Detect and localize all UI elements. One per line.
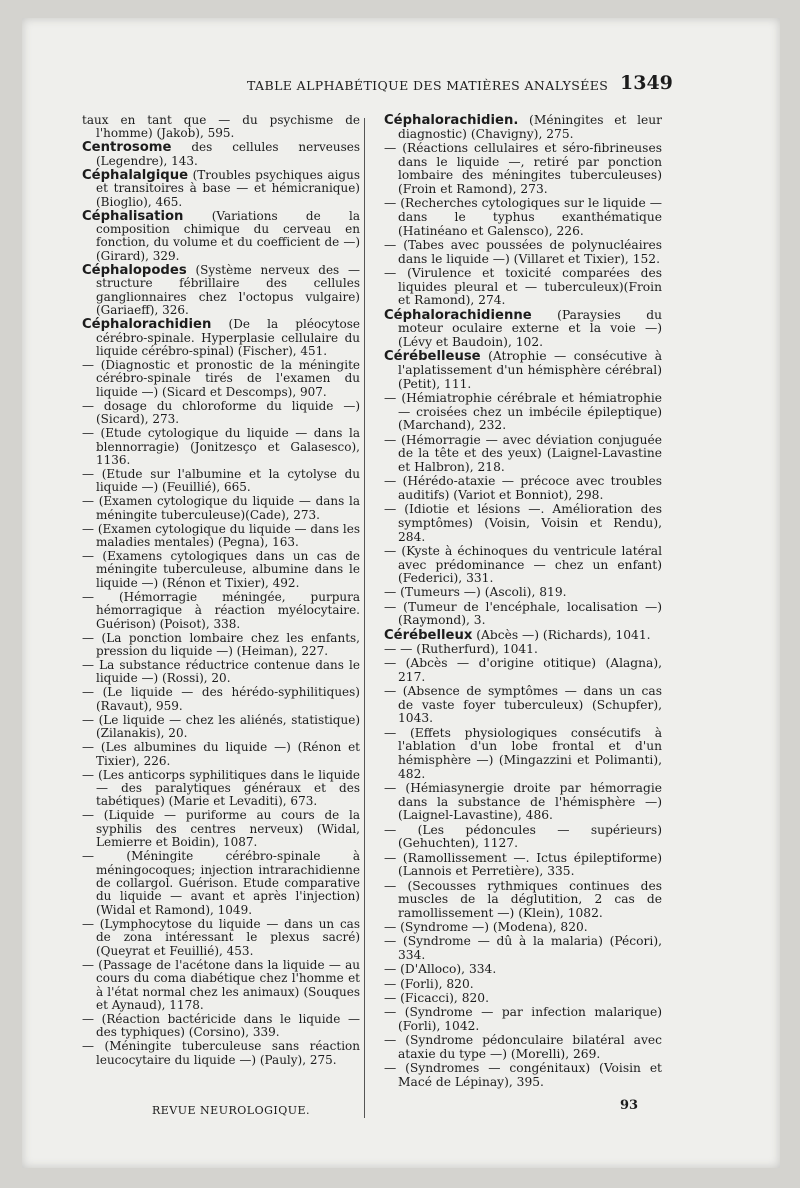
index-entry bbox=[82, 659, 360, 686]
entry-text: des cellules nerveuses (Legendre), 143. bbox=[96, 140, 360, 168]
entry-headword: Cérébelleux bbox=[384, 627, 473, 643]
entry-text: (Paraysies du moteur oculaire externe et la voie —) (Lévy et Baudoin), 102. bbox=[398, 307, 662, 349]
index-entry bbox=[384, 921, 662, 935]
index-entry bbox=[384, 824, 662, 851]
entry-text: — (La ponction lombaire chez les enfants, pression du liquide —) (Heiman), 227. bbox=[82, 630, 360, 659]
entry-text: — (Passage de l'acétone dans la liquide — au cours du coma diabétique chez l'homme et à l'état normal chez les animaux) (Souques et Aynaud), 1178. bbox=[82, 957, 360, 1012]
index-entry bbox=[384, 643, 662, 657]
entry-text: — (Ramollissement —. Ictus épileptiforme) (Lannois et Perretière), 335. bbox=[384, 850, 662, 879]
entry-text: — (Hémiatrophie cérébrale et hémiatrophie — croisées chez un imbécile épileptique) (Marchand), 232. bbox=[384, 390, 662, 433]
index-entry bbox=[384, 852, 662, 879]
entry-text: (Abcès —) (Richards), 1041. bbox=[472, 627, 651, 642]
entry-text: (De la pléocytose cérébro-spinale. Hyperplasie cellulaire du liquide cérébro-spinal) (Fischer), 451. bbox=[96, 317, 360, 358]
index-entry bbox=[384, 309, 662, 350]
index-entry bbox=[384, 963, 662, 977]
entry-text: — (Idiotie et lésions —. Amélioration des symptômes) (Voisin, Voisin et Rendu), 284. bbox=[384, 502, 662, 544]
entry-text: — (Forli), 820. bbox=[384, 976, 474, 991]
entry-text: — (Syndrome pédonculaire bilatéral avec ataxie du type —) (Morelli), 269. bbox=[384, 1032, 662, 1061]
entry-text: — (Etude sur l'albumine et la cytolyse du liquide —) (Feuillié), 665. bbox=[82, 466, 360, 495]
left-column bbox=[82, 114, 360, 1068]
entry-text: — (Ficacci), 820. bbox=[384, 990, 489, 1005]
index-entry bbox=[384, 629, 662, 643]
index-entry bbox=[384, 434, 662, 475]
entry-text: (Méningites et leur diagnostic) (Chavigny), 275. bbox=[398, 113, 662, 141]
index-entry bbox=[384, 601, 662, 628]
index-page bbox=[22, 18, 780, 1168]
index-entry bbox=[82, 809, 360, 849]
entry-text: — (Hémorragie méningée, purpura hémorragique à réaction myélocytaire. Guérison) (Poisot), 338. bbox=[82, 589, 360, 631]
entry-text: — (Syndromes — congénitaux) (Voisin et Macé de Lépinay), 395. bbox=[384, 1060, 662, 1089]
entry-text: — (Tumeur de l'encéphale, localisation —) (Raymond), 3. bbox=[384, 599, 662, 628]
index-entry bbox=[82, 1013, 360, 1040]
index-entry bbox=[384, 114, 662, 141]
column-divider bbox=[364, 118, 365, 1118]
entry-text: — (Recherches cytologiques sur le liquide — dans le typhus exanthématique (Hatinéano et Galensco), 226. bbox=[384, 196, 662, 238]
index-entry bbox=[384, 267, 662, 308]
entry-text: — (Le liquide — chez les aliénés, statistique) (Zilanakis), 20. bbox=[82, 712, 360, 741]
entry-text: — (Les pédoncules — supérieurs) (Gehuchten), 1127. bbox=[384, 822, 662, 851]
entry-text: — dosage du chloroforme du liquide —) (Sicard), 273. bbox=[82, 398, 360, 427]
index-entry bbox=[82, 400, 360, 427]
index-entry bbox=[384, 503, 662, 544]
index-entry bbox=[384, 935, 662, 962]
entry-headword: Céphalalgique bbox=[82, 167, 189, 183]
index-entry bbox=[384, 727, 662, 782]
entry-text: — (Effets physiologiques consécutifs à l'ablation d'un lobe frontal et d'un hémisphère —) (Mingazzini et Polimanti), 482. bbox=[384, 725, 662, 781]
entry-text: — (Hémorragie — avec déviation conjuguée de la tête et des yeux) (Laignel-Lavastine et Halbron), 218. bbox=[384, 432, 662, 474]
entry-text: — (Méningite tuberculeuse sans réaction leucocytaire du liquide —) (Pauly), 275. bbox=[82, 1039, 360, 1067]
entry-text: — (Le liquide — des hérédo-syphilitiques) (Ravaut), 959. bbox=[82, 685, 360, 713]
index-entry bbox=[82, 114, 360, 141]
index-entry bbox=[384, 197, 662, 238]
entry-text: — (Syndrome —) (Modena), 820. bbox=[384, 920, 588, 935]
index-entry bbox=[384, 392, 662, 433]
entry-text: — (Syndrome — dû à la malaria) (Pécori), 334. bbox=[384, 934, 662, 963]
index-entry bbox=[384, 1034, 662, 1061]
index-entry bbox=[384, 880, 662, 921]
index-entry bbox=[82, 427, 360, 467]
index-entry bbox=[82, 918, 360, 958]
index-entry bbox=[384, 657, 662, 684]
index-entry bbox=[384, 685, 662, 726]
index-entry bbox=[82, 591, 360, 631]
entry-text: — — (Rutherfurd), 1041. bbox=[384, 641, 538, 656]
index-entry bbox=[82, 769, 360, 809]
entry-headword: Céphalopodes bbox=[82, 262, 187, 278]
entry-text: (Système nerveux des — structure fébrillaire des cellules ganglionnaires chez l'octopus vulgaire) (Gariaeff), 326. bbox=[96, 262, 360, 318]
index-entry bbox=[82, 550, 360, 590]
entry-text: — (Hémiasynergie droite par hémorragie dans la substance de l'hémisphère —) (Laignel-Lavastine), 486. bbox=[384, 781, 662, 823]
index-entry bbox=[82, 741, 360, 768]
entry-text: (Atrophie — consécutive à l'aplatissement d'un hémisphère cérébral) (Petit), 111. bbox=[398, 349, 662, 391]
index-entry bbox=[82, 632, 360, 659]
entry-text: — (Examen cytologique du liquide — dans la méningite tuberculeuse)(Cade), 273. bbox=[82, 494, 360, 522]
index-entry bbox=[82, 141, 360, 168]
entry-headword: Céphalisation bbox=[82, 208, 184, 224]
sheet-number: 93 bbox=[620, 1098, 639, 1113]
index-entry bbox=[82, 686, 360, 713]
index-entry bbox=[82, 359, 360, 399]
entry-text: — (Liquide — puriforme au cours de la syphilis des centres nerveux) (Widal, Lemierre et Boidin), 1087. bbox=[82, 808, 360, 850]
entry-headword: Cérébelleuse bbox=[384, 349, 481, 365]
index-entry bbox=[384, 1006, 662, 1033]
index-entry bbox=[82, 169, 360, 209]
entry-headword: Céphalorachidien bbox=[82, 317, 212, 333]
entry-text: — (D'Alloco), 334. bbox=[384, 962, 497, 977]
index-entry bbox=[82, 318, 360, 358]
index-entry bbox=[384, 239, 662, 266]
entry-text: — (Hérédo-ataxie — précoce avec troubles auditifs) (Variot et Bonniot), 298. bbox=[384, 474, 662, 502]
entry-text: — (Tabes avec poussées de polynucléaires dans le liquide —) (Villaret et Tixier), 152. bbox=[384, 237, 662, 266]
entry-text: — (Méningite cérébro-spinale à méningocoques; injection intrarachidienne de collargol. Guérison. Etude comparative du liquide — avant et après l'injection) (Widal et Ramond), 1049. bbox=[82, 849, 360, 917]
entry-headword: Céphalorachidien. bbox=[384, 113, 519, 128]
entry-text: taux en tant que — du psychisme de l'homme) (Jakob), 595. bbox=[82, 113, 360, 141]
entry-text: — (Syndrome — par infection malarique) (Forli), 1042. bbox=[384, 1005, 662, 1033]
page-number: 1349 bbox=[620, 72, 673, 94]
entry-text: — (Kyste à échinoques du ventricule latéral avec prédominance — chez un enfant) (Federici), 331. bbox=[384, 543, 662, 586]
index-entry bbox=[384, 350, 662, 391]
index-entry bbox=[384, 475, 662, 502]
index-entry bbox=[384, 142, 662, 197]
entry-headword: Centrosome bbox=[82, 140, 172, 156]
index-entry bbox=[384, 586, 662, 600]
entry-text: — (Tumeurs —) (Ascoli), 819. bbox=[384, 585, 567, 600]
index-entry bbox=[384, 992, 662, 1006]
index-entry bbox=[82, 959, 360, 1013]
index-entry bbox=[384, 978, 662, 992]
right-column bbox=[384, 114, 662, 1090]
index-entry bbox=[82, 468, 360, 495]
entry-text: — (Réaction bactéricide dans le liquide — des typhiques) (Corsino), 339. bbox=[82, 1011, 360, 1040]
entry-text: — (Lymphocytose du liquide — dans un cas de zona intéressant le plexus sacré) (Queyrat et Feuillié), 453. bbox=[82, 916, 360, 958]
entry-headword: Céphalorachidienne bbox=[384, 307, 532, 323]
entry-text: — (Secousses rythmiques continues des muscles de la déglutition, 2 cas de ramollissement —) (Klein), 1082. bbox=[384, 878, 662, 920]
index-entry bbox=[82, 850, 360, 917]
entry-text: — (Réactions cellulaires et séro-fibrineuses dans le liquide —, retiré par ponction lombaire des méningites tuberculeuses) (Froin et Ramond), 273. bbox=[384, 140, 662, 197]
index-entry bbox=[384, 782, 662, 823]
index-entry bbox=[384, 1062, 662, 1089]
entry-text: — (Examen cytologique du liquide — dans les maladies mentales) (Pegna), 163. bbox=[82, 521, 360, 550]
index-entry bbox=[82, 495, 360, 522]
index-entry bbox=[384, 545, 662, 586]
entry-text: — (Abcès — d'origine otitique) (Alagna), 217. bbox=[384, 656, 662, 684]
index-entry bbox=[82, 523, 360, 550]
entry-text: (Troubles psychiques aigus et transitoires à base — et hémicranique) (Bioglio), 465. bbox=[96, 167, 360, 209]
journal-name: REVUE NEUROLOGIQUE. bbox=[152, 1104, 311, 1117]
entry-text: — (Examens cytologiques dans un cas de méningite tuberculeuse, albumine dans le liquide —) (Rénon et Tixier), 492. bbox=[82, 549, 360, 590]
index-entry bbox=[82, 1040, 360, 1067]
entry-text: — (Les anticorps syphilitiques dans le liquide — des paralytiques généraux et des tabétiques) (Marie et Levaditi), 673. bbox=[82, 767, 360, 809]
running-title: TABLE ALPHABÉTIQUE DES MATIÈRES ANALYSÉES bbox=[247, 78, 609, 93]
entry-text: — La substance réductrice contenue dans le liquide —) (Rossi), 20. bbox=[82, 658, 360, 686]
entry-text: — (Etude cytologique du liquide — dans la blennorragie) (Jonitzesço et Galasesco), 1136. bbox=[82, 426, 360, 467]
entry-text: (Variations de la composition chimique du cerveau en fonction, du volume et du coefficient de —) (Girard), 329. bbox=[96, 208, 360, 263]
entry-text: — (Diagnostic et pronostic de la méningite cérébro-spinale tirés de l'examen du liquide —) (Sicard et Descomps), 907. bbox=[82, 357, 360, 399]
index-entry bbox=[82, 264, 360, 318]
entry-text: — (Les albumines du liquide —) (Rénon et Tixier), 226. bbox=[82, 740, 360, 768]
entry-text: — (Absence de symptômes — dans un cas de vaste foyer tuberculeux) (Schupfer), 1043. bbox=[384, 683, 662, 726]
index-entry bbox=[82, 210, 360, 264]
entry-text: — (Virulence et toxicité comparées des liquides pleural et — tuberculeux)(Froin et Ramond), 274. bbox=[384, 265, 662, 308]
index-entry bbox=[82, 714, 360, 741]
